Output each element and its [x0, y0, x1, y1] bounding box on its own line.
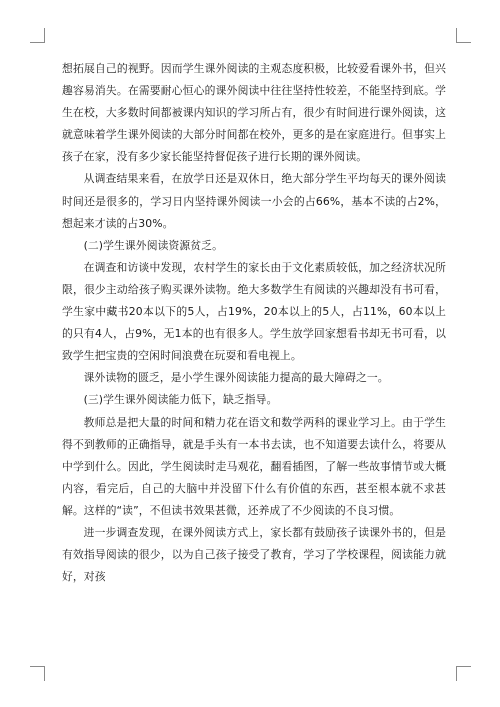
crop-mark-bottom-right: [456, 666, 471, 681]
paragraph-survey-results: 从调查结果来看，在放学日还是双休日，绝大部分学生平均每天的课外阅读时间还是很多的，学习日内坚持课外阅读一小会的占66%，基本不读的占2%，想起来才读的占30%。: [62, 172, 446, 230]
section-heading-ability: (三)学生课外阅读能力低下，缺乏指导。: [83, 393, 278, 407]
document-body: [62, 58, 446, 588]
crop-mark-top-left: [30, 28, 45, 43]
paragraph-further-survey: 进一步调查发现，在课外阅读方式上，家长都有鼓励孩子读课外书的，但是有效指导阅读的很少，以为自己孩子接受了教育，学习了学校课程，阅读能力就好，对孩: [62, 525, 446, 584]
paragraph-teacher-guidance: 教师总是把大量的时间和精力花在语文和数学两科的课业学习上。由于学生得不到教师的正确指导，就是手头有一本书去读，也不知道要去读什么，将要从中学到什么。因此，学生阅读时走马观花，翻看插图，了解一些故事情节或大概内容，看完后，自己的大脑中并没留下什么有价值的东西，甚至根本就不求甚解。这样的“读”，不但读书效果甚微，还养成了不少阅读的不良习惯。: [62, 415, 446, 517]
crop-mark-top-right: [456, 28, 471, 43]
crop-mark-bottom-left: [30, 666, 45, 681]
paragraph-resources: 在调查和访谈中发现，农村学生的家长由于文化素质较低，加之经济状况所限，很少主动给孩子购买课外读物。绝大多数学生有阅读的兴趣却没有书可看，学生家中藏书20本以下的5人，占19%，20本以上的5人，占11%，60本以上的只有4人，占9%，无1本的也有很多人。学生放学回家想看书却无书可看，以致学生把宝贵的空闲时间浪费在玩耍和看电视上。: [62, 260, 446, 363]
section-heading-resources: (二)学生课外阅读资源贫乏。: [83, 238, 223, 252]
paragraph-continuation: 想拓展自己的视野。因而学生课外阅读的主观态度积极，比较爱看课外书，但兴趣容易消失。在需要耐心恒心的课外阅读中往往坚持性较差，不能坚持到底。学生在校，大多数时间都被课内知识的学习所占有，很少有时间进行课外阅读，这就意味着学生课外阅读的大部分时间都在校外，更多的是在家庭进行。但事实上孩子在家，没有多少家长能坚持督促孩子进行长期的课外阅读。: [62, 62, 446, 164]
paragraph-resources-summary: 课外读物的匮乏，是小学生课外阅读能力提高的最大障碍之一。: [83, 371, 389, 385]
